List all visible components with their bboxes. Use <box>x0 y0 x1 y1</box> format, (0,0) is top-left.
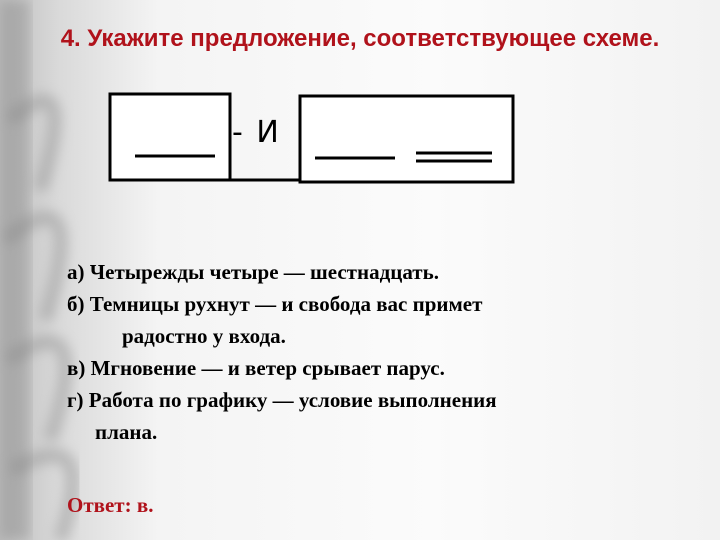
scheme-left-box <box>110 94 230 180</box>
option-a: а) Четырежды четыре — шестнадцать. <box>67 260 439 284</box>
scheme-drawing <box>100 86 530 190</box>
option-g-line1: г) Работа по графику — условие выполнения <box>67 388 497 412</box>
option-v: в) Мгновение — и ветер срывает парус. <box>67 356 445 380</box>
scheme-right-box <box>300 96 513 182</box>
sentence-scheme-diagram <box>100 86 530 190</box>
answer-options <box>67 256 687 448</box>
option-g-line2: плана. <box>95 420 158 444</box>
slide-title: 4. Укажите предложение, соответствующее схеме. <box>60 25 660 52</box>
option-b-line2: радостно у входа. <box>122 324 286 348</box>
answer-text: Ответ: в. <box>67 493 154 517</box>
scheme-separator-text: - И <box>232 115 281 150</box>
option-b-line1: б) Темницы рухнут — и свобода вас примет <box>67 292 483 316</box>
